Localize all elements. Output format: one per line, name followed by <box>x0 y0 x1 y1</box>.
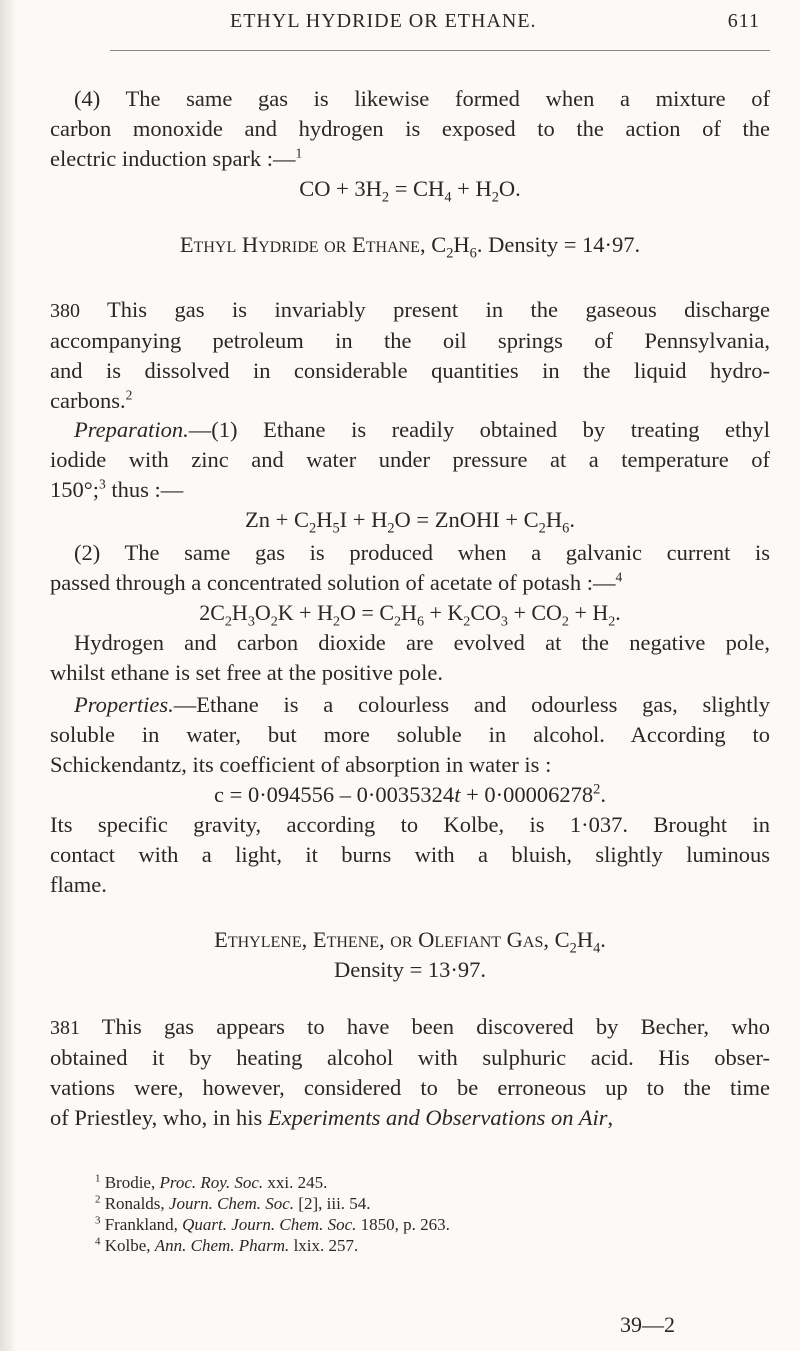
running-title: ETHYL HYDRIDE OR ETHANE. <box>230 10 537 32</box>
footnote-ref: 4 <box>615 569 623 585</box>
footnote: $^1$ Brodie, Proc. Roy. Soc. xxi. 245. <box>95 1172 328 1192</box>
paragraph-methane-formation: (4) The same gas is likewise formed when a mixture of carbon monoxide and hydrogen is exposed to the action of the electric induction spark :—$^1$ CO + $3H_2 = CH_4 + H_2O$. <box>50 86 770 206</box>
equation-ethane-zinc: $Zn + C_2H_5I + H_2O$ = ZnOHI + $C_2H_6$. <box>245 507 575 537</box>
equation-absorption: $c = 0\cdot 094556 - 0\cdot 0035324t + 0\cdot 00006278^2$. <box>214 781 606 807</box>
equation-electrolysis: $2C_2H_3O_2K + H_2O = C_2H_6 + K_2CO_3 + CO_2 + H_2$. <box>199 600 621 630</box>
subheading-preparation: Preparation. <box>74 417 189 442</box>
paragraph-380: 380 This gas is invariably present in the gaseous discharge accompanying petroleum in the oil springs of Pennsylvania, and is dissolved in considerable quantities in the liquid hydro- carbons.$^2$ <box>50 297 770 413</box>
subheading-properties: Properties. <box>74 692 174 717</box>
section-heading-ethane: Ethyl Hydride or Ethane, $C_2H_6$. Density = 14·97. <box>179 232 641 262</box>
running-header <box>150 10 760 40</box>
footnote-ref: 2 <box>125 387 133 403</box>
page-number: 611 <box>727 10 760 32</box>
paragraph-galvanic: (2) The same gas is produced when a galvanic current is passed through a concentrated solution of acetate of potash :—$^4$ $2C_2H_3O_2K + H_2O = C_2H_6 + K_2CO_3 + CO_2 + H_2$. Hydrogen and carbon dioxide are evolved at the negative pole, whilst ethane is set free at the positive pole. <box>50 540 770 685</box>
paragraph-381: 381 This gas appears to have been discovered by Becher, who obtained it by heating alcohol with sulphuric acid. His obser- vations were, however, considered to be erroneous up to the time of Priestley, who, in his Experiments and Observations on Air, <box>50 1014 770 1130</box>
equation-methane: CO + $3H_2 = CH_4 + H_2O$. <box>299 176 521 206</box>
footnote-ref: 1 <box>295 145 303 161</box>
header-rule <box>110 50 770 51</box>
section-number: 381 <box>50 1017 80 1039</box>
signature-mark: 39—2 <box>620 1312 675 1337</box>
section-heading-ethylene: Ethylene, Ethene, or Olefiant Gas, $C_2H_4$. Density = 13·97. <box>214 927 606 982</box>
section-number: 380 <box>50 300 80 322</box>
footnote-ref: 3 <box>99 476 106 492</box>
paragraph-preparation: Preparation.—(1) Ethane is readily obtained by treating ethyl iodide with zinc and water under pressure at a temperature of 150°;$^3$ thus :— $Zn + C_2H_5I + H_2O$ = ZnOHI + $C_2H_6$. <box>50 417 770 537</box>
footnote: $^4$ Kolbe, Ann. Chem. Pharm. lxix. 257. <box>95 1235 359 1255</box>
footnotes <box>95 1172 450 1256</box>
footnote: $^3$ Frankland, Quart. Journ. Chem. Soc. 1850, p. 263. <box>95 1214 450 1234</box>
paragraph-properties: Properties.—Ethane is a colourless and odourless gas, slightly soluble in water, but more soluble in alcohol. According to Schickendantz, its coefficient of absorption in water is : $c = 0\cdot 094556 - 0\cdot 0035324t + 0\cdot 00006278^2$. Its specific gravity, according to Kolbe, is 1·037. Brought in contact with a light, it burns with a bluish, slightly luminous flame. <box>50 692 770 897</box>
footnote: $^2$ Ronalds, Journ. Chem. Soc. [2], iii. 54. <box>95 1193 371 1213</box>
